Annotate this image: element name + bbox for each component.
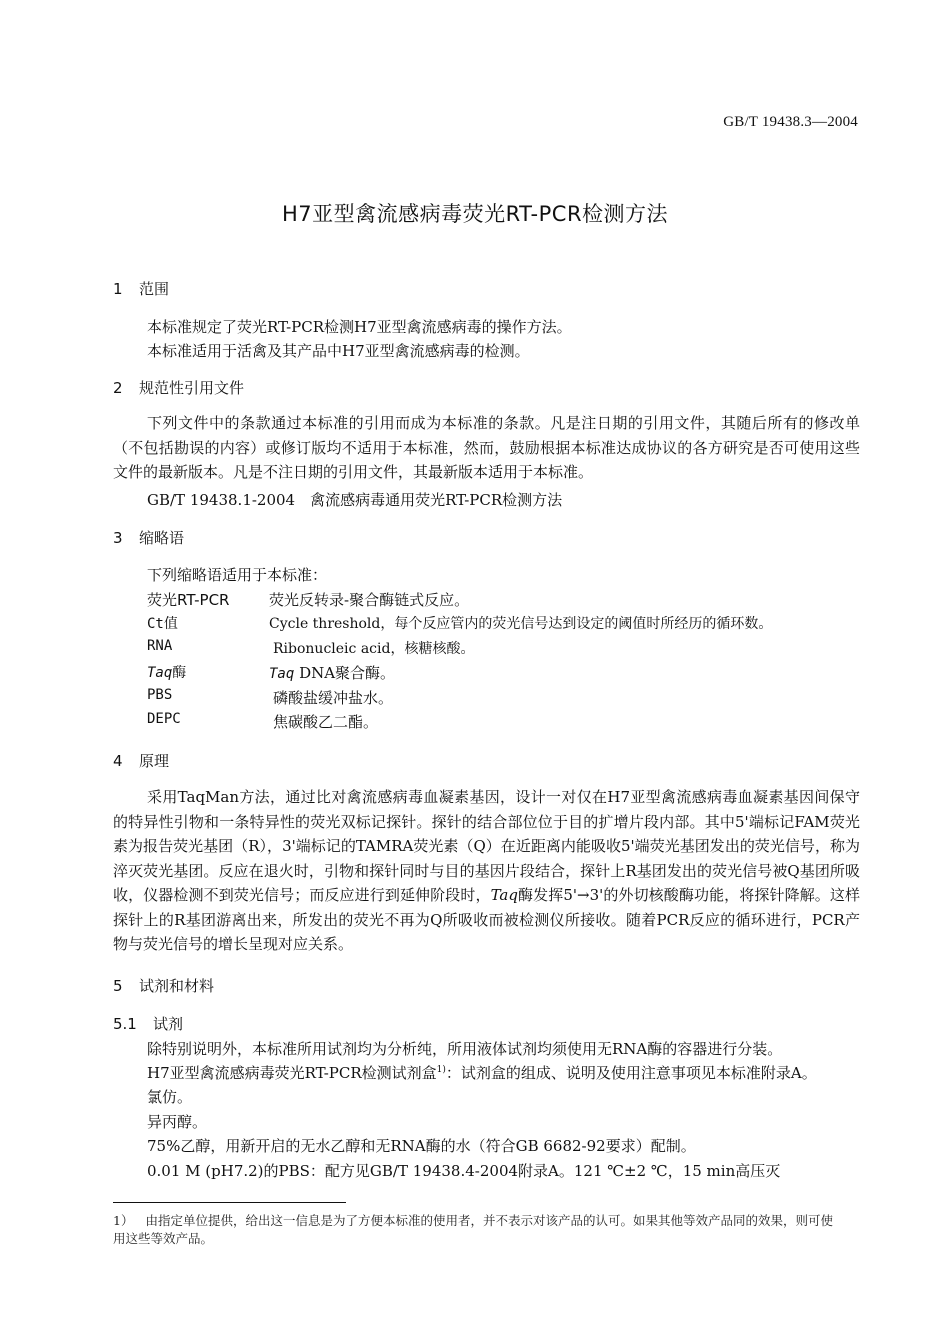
- subsection-5-1-heading: [113, 1013, 183, 1034]
- document-title: H7亚型禽流感病毒荧光RT-PCR检测方法: [281, 202, 669, 226]
- section-title: 范围: [139, 280, 170, 298]
- reagent-line: [147, 1062, 817, 1083]
- principle-text-part-1: 采用TaqMan方法，通过比对禽流感病毒血凝素基因，设计一对仅在H7亚型禽流感病毒血凝素基因间保守的特异性引物和一条特异性的荧光双标记探针。探针的结合部位位于目的扩增片段内部。其中5'端标记FAM荧光素为报告荧光基团（R），3'端标记的TAMRA荧光素（Q）在近距离内能吸收5'端荧光基团发出的荧光信号，称为淬灭荧光基团。反应在退火时，引物和探针同时与目的基因片段结合，探针上R基团发出的荧光信号被Q基团所吸收，仪器检测不到荧光信号；而反应进行到延伸阶段时，: [113, 788, 860, 904]
- section-5-heading: [113, 975, 214, 996]
- principle-text-part-2: 酶发挥5'→3'的外切核酸酶功能，将探针降解。这样探针上的R基团游离出来，所发出的荧光不再为Q所吸收而被检测仪所接收。随着PCR反应的循环进行，PCR产物与荧光信号的增长呈现对应关系。: [113, 886, 860, 953]
- abbreviation-term-italic: Taq: [147, 665, 173, 681]
- section-title: 缩略语: [139, 529, 185, 547]
- abbreviation-definition: [269, 662, 395, 683]
- footnote: [113, 1212, 833, 1248]
- section-1-line-1: 本标准规定了荧光RT-PCR检测H7亚型禽流感病毒的操作方法。: [147, 318, 572, 336]
- abbreviation-definition: 焦碳酸乙二酯。: [273, 713, 379, 731]
- reagent-kit-name: H7亚型禽流感病毒荧光RT-PCR检测试剂盒: [147, 1064, 437, 1082]
- abbreviation-term: [147, 662, 186, 682]
- reagent-line: 除特别说明外，本标准所用试剂均为分析纯，所用液体试剂均须使用无RNA酶的容器进行分装。: [147, 1040, 783, 1058]
- section-2-paragraph: 下列文件中的条款通过本标准的引用而成为本标准的条款。凡是注日期的引用文件，其随后所有的修改单（不包括勘误的内容）或修订版均不适用于本标准，然而，鼓励根据本标准达成协议的各方研究是否可使用这些文件的最新版本。凡是不注日期的引用文件，其最新版本适用于本标准。: [113, 414, 860, 481]
- section-4-paragraph: [113, 785, 860, 957]
- abbreviation-definition-italic: Taq: [269, 666, 295, 682]
- abbreviation-term: Ct值: [147, 616, 178, 632]
- section-2-heading: [113, 377, 244, 398]
- abbreviation-term-rest: 酶: [172, 665, 187, 681]
- footnote-mark: 1）: [113, 1213, 134, 1228]
- section-1-line-2: 本标准适用于活禽及其产品中H7亚型禽流感病毒的检测。: [147, 342, 530, 360]
- subsection-number: 5.1: [113, 1015, 137, 1033]
- normative-reference: GB/T 19438.1-2004 禽流感病毒通用荧光RT-PCR检测方法: [147, 491, 563, 509]
- section-number: 3: [113, 529, 123, 547]
- abbreviation-definition: 磷酸盐缓冲盐水。: [273, 689, 394, 707]
- section-3-heading: [113, 527, 184, 548]
- abbreviation-term: PBS: [147, 687, 173, 703]
- section-number: 5: [113, 977, 123, 995]
- abbreviation-definition: Cycle threshold，每个反应管内的荧光信号达到设定的阈值时所经历的循环数。: [269, 616, 773, 632]
- section-4-heading: [113, 750, 169, 771]
- section-number: 4: [113, 752, 123, 770]
- reagent-line: 异丙醇。: [147, 1113, 208, 1131]
- footnote-reference[interactable]: 1): [436, 1065, 446, 1075]
- footnote-divider: [113, 1202, 346, 1203]
- principle-text-italic: Taq: [490, 886, 518, 904]
- abbreviation-term: 荧光RT-PCR: [147, 591, 230, 609]
- section-title: 规范性引用文件: [139, 379, 245, 397]
- abbreviation-term: RNA: [147, 638, 173, 654]
- reagent-line: 氯仿。: [147, 1088, 193, 1106]
- abbreviation-definition-rest: DNA聚合酶。: [294, 664, 396, 682]
- section-number: 1: [113, 280, 123, 298]
- abbreviation-term: DEPC: [147, 711, 181, 727]
- section-number: 2: [113, 379, 123, 397]
- abbreviation-definition: Ribonucleic acid，核糖核酸。: [273, 641, 475, 657]
- footnote-text: 由指定单位提供，给出这一信息是为了方便本标准的使用者，并不表示对该产品的认可。如果其他等效产品同的效果，则可使用这些等效产品。: [113, 1213, 833, 1246]
- section-title: 试剂和材料: [139, 977, 215, 995]
- section-title: 原理: [139, 752, 170, 770]
- reagent-line: 75%乙醇，用新开启的无水乙醇和无RNA酶的水（符合GB 6682-92要求）配制。: [147, 1137, 696, 1155]
- section-1-heading: [113, 278, 169, 299]
- abbreviation-definition: 荧光反转录-聚合酶链式反应。: [269, 591, 470, 609]
- abbreviations-intro: 下列缩略语适用于本标准：: [147, 566, 328, 584]
- subsection-title: 试剂: [153, 1015, 184, 1033]
- standard-code: GB/T 19438.3—2004: [723, 114, 858, 130]
- reagent-kit-description: ：试剂盒的组成、说明及使用注意事项见本标准附录A。: [445, 1064, 817, 1082]
- reagent-line: 0.01 M (pH7.2)的PBS：配方见GB/T 19438.4-2004附录A。121 ℃±2 ℃，15 min高压灭: [147, 1162, 781, 1180]
